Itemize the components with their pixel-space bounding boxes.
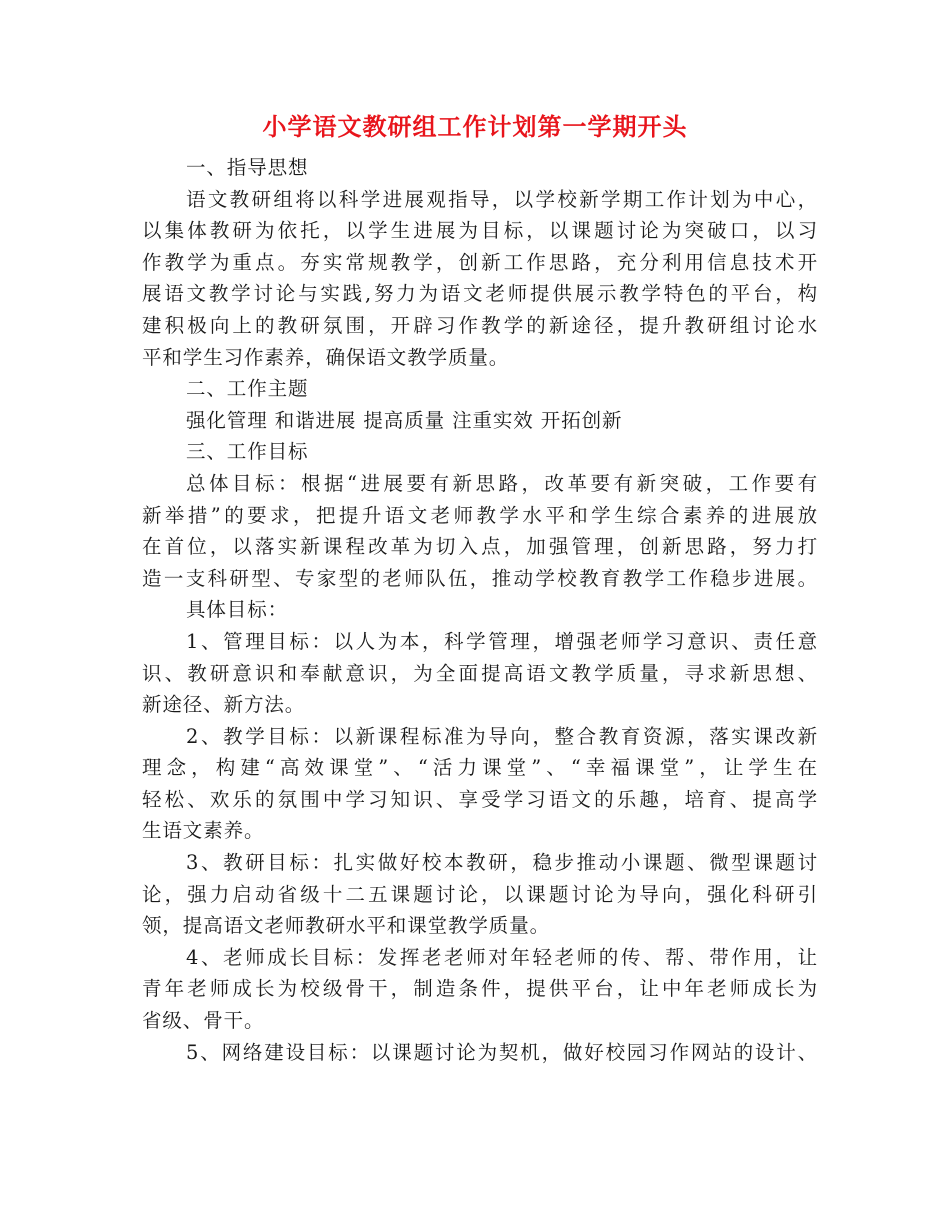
text-line: 识、教研意识和奉献意识，为全面提高语文教学质量，寻求新思想、 (142, 661, 818, 685)
text-line: 新途径、新方法。 (142, 693, 306, 717)
document-title: 小学语文教研组工作计划第一学期开头 (262, 112, 688, 141)
text-line: 语文教研组将以科学进展观指导，以学校新学期工作计划为中心， (186, 187, 818, 211)
text-line: 作教学为重点。夯实常规教学，创新工作思路，充分利用信息技术开 (142, 250, 818, 274)
text-line: 总体目标：根据“进展要有新思路，改革要有新突破，工作要有 (186, 471, 818, 495)
text-line: 以集体教研为依托，以学生进展为目标，以课题讨论为突破口，以习 (142, 219, 818, 243)
text-line: 1、管理目标：以人为本，科学管理，增强老师学习意识、责任意 (186, 629, 818, 653)
section-heading-work-theme: 二、工作主题 (186, 377, 309, 401)
text-line: 青年老师成长为校级骨干，制造条件，提供平台，让中年老师成长为 (142, 977, 818, 1001)
text-line: 在首位，以落实新课程改革为切入点，加强管理，创新思路，努力打 (142, 535, 818, 559)
section-heading-guiding-ideology: 一、指导思想 (186, 156, 309, 179)
text-line: 理念，构建“高效课堂”、“活力课堂”、“幸福课堂”，让学生在 (142, 756, 818, 780)
text-line: 强化管理 和谐进展 提高质量 注重实效 开拓创新 (186, 408, 623, 432)
text-line: 展语文教学讨论与实践,努力为语文老师提供展示教学特色的平台，构 (142, 282, 818, 306)
document-body (142, 152, 818, 1068)
text-line: 省级、骨干。 (142, 1009, 265, 1033)
text-line: 4、老师成长目标：发挥老老师对年轻老师的传、帮、带作用，让 (186, 945, 818, 969)
text-line: 造一支科研型、专家型的老师队伍，推动学校教育教学工作稳步进展。 (142, 566, 818, 590)
text-line: 平和学生习作素养，确保语文教学质量。 (142, 345, 510, 369)
text-line: 论，强力启动省级十二五课题讨论，以课题讨论为导向，强化科研引 (142, 882, 818, 906)
text-line: 生语文素养。 (142, 819, 265, 843)
text-line: 具体目标： (186, 598, 289, 622)
text-line: 3、教研目标：扎实做好校本教研，稳步推动小课题、微型课题讨 (186, 851, 818, 875)
text-line: 新举措”的要求，把提升语文老师教学水平和学生综合素养的进展放 (142, 503, 818, 527)
text-line: 轻松、欢乐的氛围中学习知识、享受学习语文的乐趣，培育、提高学 (142, 787, 818, 811)
text-line: 2、教学目标：以新课程标准为导向，整合教育资源，落实课改新 (186, 724, 818, 748)
text-line: 领，提高语文老师教研水平和课堂教学质量。 (142, 914, 551, 938)
text-line: 5、网络建设目标：以课题讨论为契机，做好校园习作网站的设计、 (186, 1040, 818, 1064)
section-heading-work-goals: 三、工作目标 (186, 440, 309, 464)
text-line: 建积极向上的教研氛围，开辟习作教学的新途径，提升教研组讨论水 (142, 313, 818, 337)
